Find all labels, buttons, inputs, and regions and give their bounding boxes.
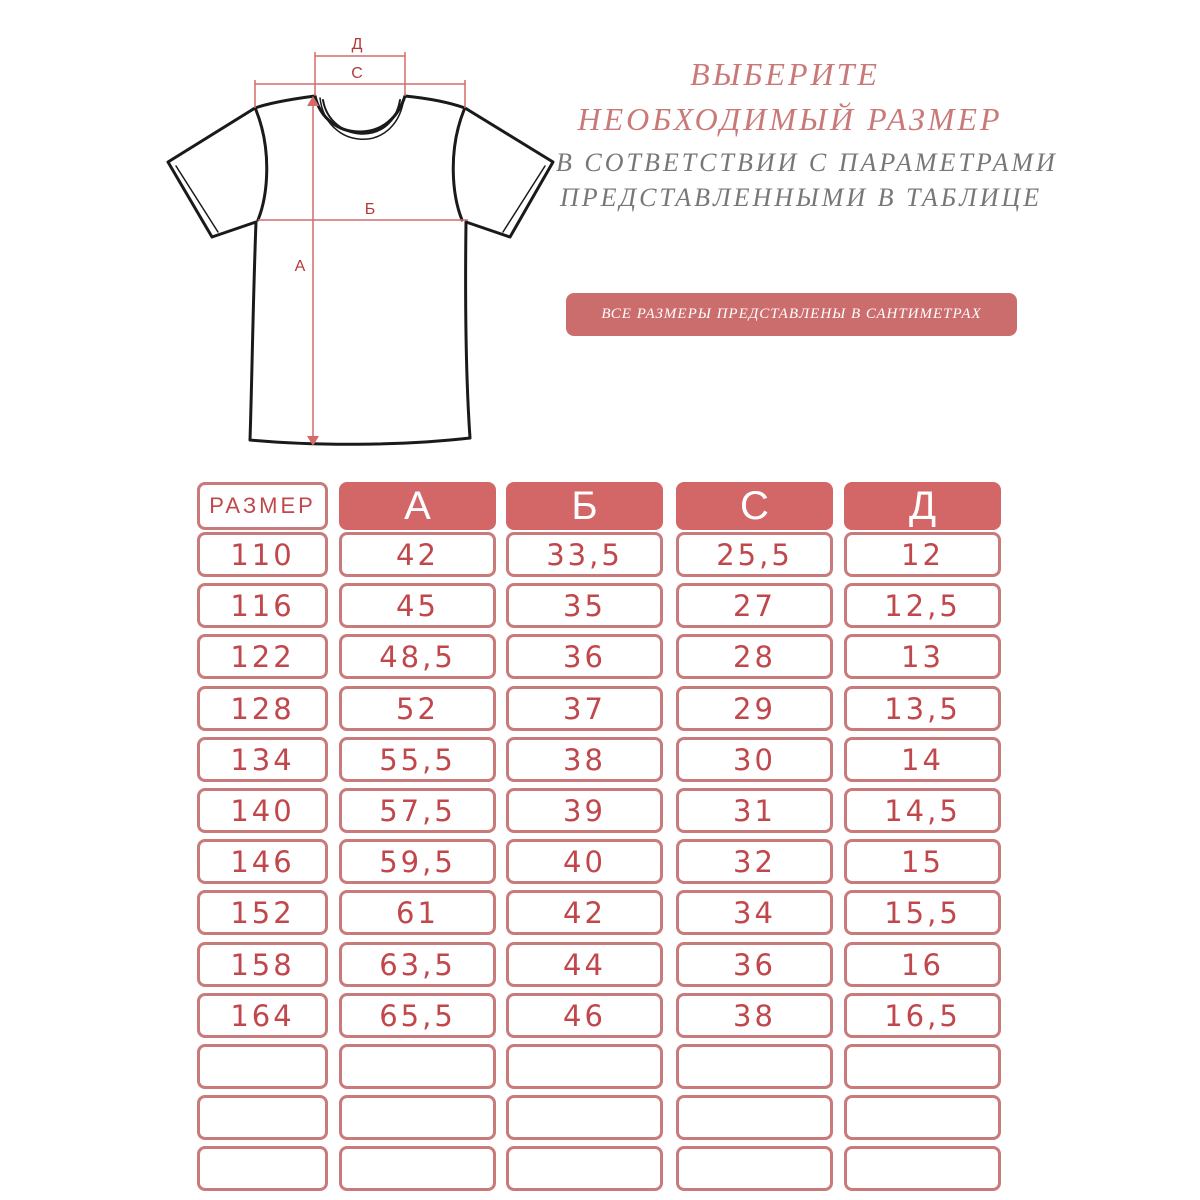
heading-line-4: ПРЕДСТАВЛЕННЫМИ В ТАБЛИЦЕ (560, 183, 1043, 212)
cell-d (844, 1044, 1001, 1089)
cell-d: 16 (844, 942, 1001, 987)
heading-line-1: ВЫБЕРИТЕ (690, 56, 880, 92)
cell-c: 28 (676, 634, 833, 679)
header-size: РАЗМЕР (197, 482, 328, 530)
cell-b (506, 1095, 663, 1140)
cell-a: 63,5 (339, 942, 496, 987)
cell-a: 55,5 (339, 737, 496, 782)
cell-b: 36 (506, 634, 663, 679)
cell-b: 46 (506, 993, 663, 1038)
label-b: Б (364, 201, 376, 218)
cell-d: 12 (844, 532, 1001, 577)
cell-c (676, 1095, 833, 1140)
cell-c: 36 (676, 942, 833, 987)
cell-c: 31 (676, 788, 833, 833)
cell-b: 39 (506, 788, 663, 833)
units-note-badge: ВСЕ РАЗМЕРЫ ПРЕДСТАВЛЕНЫ В САНТИМЕТРАХ (566, 293, 1017, 336)
cell-d: 12,5 (844, 583, 1001, 628)
cell-b (506, 1044, 663, 1089)
cell-d: 15 (844, 839, 1001, 884)
cell-d: 15,5 (844, 890, 1001, 935)
header-c: С (676, 482, 833, 530)
cell-b: 38 (506, 737, 663, 782)
cell-a (339, 1146, 496, 1191)
cell-c (676, 1146, 833, 1191)
cell-d: 14 (844, 737, 1001, 782)
cell-b: 37 (506, 686, 663, 731)
label-c: С (351, 65, 363, 82)
cell-a: 45 (339, 583, 496, 628)
cell-size: 116 (197, 583, 328, 628)
cell-size (197, 1095, 328, 1140)
cell-a (339, 1044, 496, 1089)
cell-size: 122 (197, 634, 328, 679)
cell-size: 110 (197, 532, 328, 577)
cell-size (197, 1044, 328, 1089)
cell-d: 13,5 (844, 686, 1001, 731)
cell-c: 32 (676, 839, 833, 884)
cell-b (506, 1146, 663, 1191)
cell-c: 29 (676, 686, 833, 731)
cell-d: 16,5 (844, 993, 1001, 1038)
cell-size: 158 (197, 942, 328, 987)
cell-d: 13 (844, 634, 1001, 679)
cell-a: 57,5 (339, 788, 496, 833)
heading-line-3: В СОТВЕТСТВИИ С ПАРАМЕТРАМИ (556, 148, 1058, 177)
cell-b: 35 (506, 583, 663, 628)
cell-c: 34 (676, 890, 833, 935)
cell-b: 42 (506, 890, 663, 935)
measurement-lines (255, 52, 468, 446)
cell-b: 44 (506, 942, 663, 987)
cell-d (844, 1095, 1001, 1140)
heading-line-2: НЕОБХОДИМЫЙ РАЗМЕР (577, 101, 1003, 137)
cell-c (676, 1044, 833, 1089)
cell-size: 164 (197, 993, 328, 1038)
cell-d: 14,5 (844, 788, 1001, 833)
label-d: Д (351, 36, 363, 53)
cell-size: 134 (197, 737, 328, 782)
cell-size: 140 (197, 788, 328, 833)
cell-a: 65,5 (339, 993, 496, 1038)
label-a: А (294, 258, 306, 275)
cell-size (197, 1146, 328, 1191)
header-a: А (339, 482, 496, 530)
cell-a: 59,5 (339, 839, 496, 884)
cell-a: 52 (339, 686, 496, 731)
cell-d (844, 1146, 1001, 1191)
cell-b: 40 (506, 839, 663, 884)
cell-a: 61 (339, 890, 496, 935)
cell-c: 38 (676, 993, 833, 1038)
cell-c: 27 (676, 583, 833, 628)
cell-a: 48,5 (339, 634, 496, 679)
cell-b: 33,5 (506, 532, 663, 577)
header-d: Д (844, 482, 1001, 530)
cell-c: 30 (676, 737, 833, 782)
tshirt-diagram (0, 0, 600, 470)
cell-size: 128 (197, 686, 328, 731)
header-b: Б (506, 482, 663, 530)
cell-c: 25,5 (676, 532, 833, 577)
cell-a: 42 (339, 532, 496, 577)
tshirt-outline-icon (168, 96, 553, 444)
cell-size: 146 (197, 839, 328, 884)
cell-size: 152 (197, 890, 328, 935)
cell-a (339, 1095, 496, 1140)
